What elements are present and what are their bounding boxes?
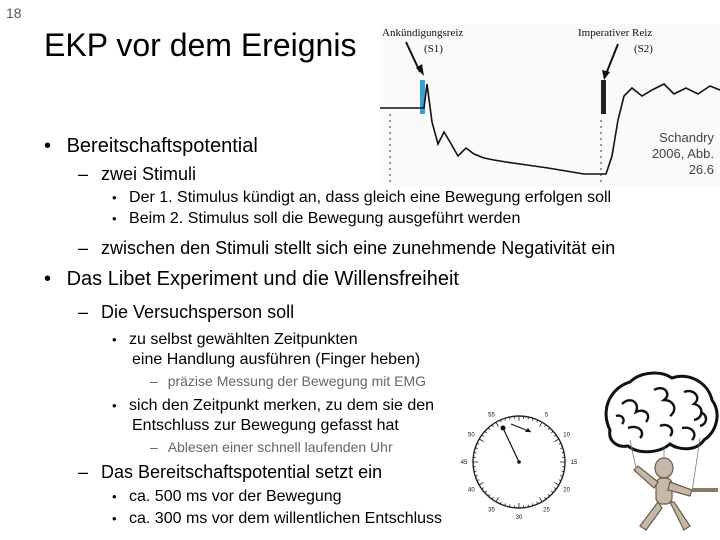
item-handlung: [112, 330, 420, 370]
clock-tick: [488, 428, 490, 430]
libet-clock: [455, 398, 583, 522]
clock-label: 5: [544, 412, 549, 419]
bullet-text: Bereitschaftspotential: [66, 135, 258, 157]
clock-hand-dot: [501, 426, 506, 431]
brain-puppet-illustration: [600, 370, 720, 540]
subbullet-setzt-ein: [78, 462, 382, 483]
puppet-crossbar: [692, 488, 718, 492]
clock-label: 55: [488, 412, 495, 419]
clock-hand: [503, 428, 519, 462]
clock-label: 20: [563, 487, 570, 494]
item-stimulus-2: [112, 210, 520, 228]
dash-bullet: –: [78, 462, 89, 482]
item-stimulus-1: [112, 189, 611, 207]
s1-marker: [420, 80, 425, 114]
clock-tick: [474, 452, 476, 453]
dash-bullet: –: [150, 439, 158, 455]
clock-label: 50: [468, 432, 475, 439]
dash-bullet: –: [78, 238, 89, 258]
dash-bullet: –: [78, 302, 89, 322]
dash-bullet: –: [78, 164, 89, 184]
subbullet-text: zwischen den Stimuli stellt sich eine zunehmende Negativität ein: [101, 238, 616, 258]
s1-label: (S1): [424, 43, 443, 55]
item-text: ca. 500 ms vor der Bewegung: [129, 488, 342, 505]
bullet-libet-experiment: [44, 268, 459, 291]
clock-tick: [551, 431, 553, 433]
clock-tick: [509, 505, 510, 507]
bullet-dot: •: [112, 398, 117, 413]
clock-label: 45: [460, 460, 468, 466]
subitem-text: Ablesen einer schnell laufenden Uhr: [167, 439, 393, 455]
clock-tick: [548, 494, 550, 496]
clock-label: 30: [515, 515, 523, 521]
clock-tick: [548, 428, 550, 430]
clock-tick: [551, 491, 553, 493]
clock-tick: [540, 422, 543, 426]
puppet-figure: [634, 458, 692, 530]
bullet-dot: •: [112, 332, 117, 347]
bullet-bereitschaftspotential: [44, 135, 258, 158]
clock-tick: [488, 494, 490, 496]
clock-tick: [555, 483, 559, 486]
subitem-uhr: [150, 439, 393, 455]
bullet-dot: •: [112, 211, 117, 226]
clock-center: [517, 460, 521, 464]
subbullet-zwei-stimuli: [78, 164, 196, 185]
item-text-line1: sich den Zeitpunkt merken, zu dem sie den: [129, 397, 435, 414]
clock-tick: [562, 471, 564, 472]
item-text: Der 1. Stimulus kündigt an, dass gleich eine Bewegung erfolgen soll: [129, 189, 612, 206]
clock-tick: [562, 452, 564, 453]
item-text: ca. 300 ms vor dem willentlichen Entschluss: [129, 510, 443, 527]
bullet-dot: •: [112, 511, 117, 526]
item-300ms: [112, 510, 442, 528]
bullet-text: Das Libet Experiment und die Willensfreiheit: [66, 268, 459, 290]
bullet-dot: •: [112, 190, 117, 205]
subitem-text: präzise Messung der Bewegung mit EMG: [167, 373, 427, 389]
s1-title-label: Ankündigungsreiz: [382, 27, 464, 39]
clock-label: 25: [543, 507, 550, 514]
clock-tick: [485, 491, 487, 493]
subitem-emg: [150, 373, 426, 389]
s2-marker: [601, 80, 606, 114]
clock-tick: [540, 498, 543, 502]
item-500ms: [112, 488, 342, 506]
clock-tick: [485, 431, 487, 433]
bullet-dot: •: [44, 135, 52, 157]
clock-tick: [479, 483, 483, 486]
clock-tick: [496, 422, 499, 426]
subbullet-text: Die Versuchsperson soll: [101, 302, 295, 322]
clock-tick: [528, 505, 529, 507]
item-text-line2: eine Handlung ausführen (Finger heben): [132, 351, 421, 368]
s2-title-label: Imperativer Reiz: [578, 27, 653, 39]
clock-tick: [509, 417, 510, 419]
item-text-line1: zu selbst gewählten Zeitpunkten: [129, 331, 358, 348]
dash-bullet: –: [150, 373, 158, 389]
clock-tick: [528, 417, 529, 419]
figure-credit: Schandry 2006, Abb. 26.6: [651, 130, 714, 177]
subbullet-text: Das Bereitschaftspotential setzt ein: [101, 462, 383, 482]
bullet-dot: •: [112, 489, 117, 504]
clock-label: 10: [563, 432, 570, 439]
subbullet-negativitaet: [78, 238, 615, 259]
s2-label: (S2): [634, 43, 653, 55]
subbullet-versuchsperson: [78, 302, 294, 323]
clock-label: 35: [488, 507, 495, 514]
item-text-line2: Entschluss zur Bewegung gefasst hat: [132, 417, 399, 434]
subbullet-text: zwei Stimuli: [101, 164, 197, 184]
bullet-dot: •: [44, 268, 52, 290]
item-zeitpunkt: [112, 396, 434, 436]
clock-tick: [496, 498, 499, 502]
item-text: Beim 2. Stimulus soll die Bewegung ausgeführt werden: [129, 210, 521, 227]
slide-number: 18: [6, 5, 22, 21]
clock-tick: [474, 471, 476, 472]
clock-label: 15: [570, 460, 578, 466]
slide-title: EKP vor dem Ereignis: [44, 27, 357, 63]
clock-tick: [479, 439, 483, 442]
clock-label: 40: [468, 487, 475, 494]
clock-tick: [555, 439, 559, 442]
